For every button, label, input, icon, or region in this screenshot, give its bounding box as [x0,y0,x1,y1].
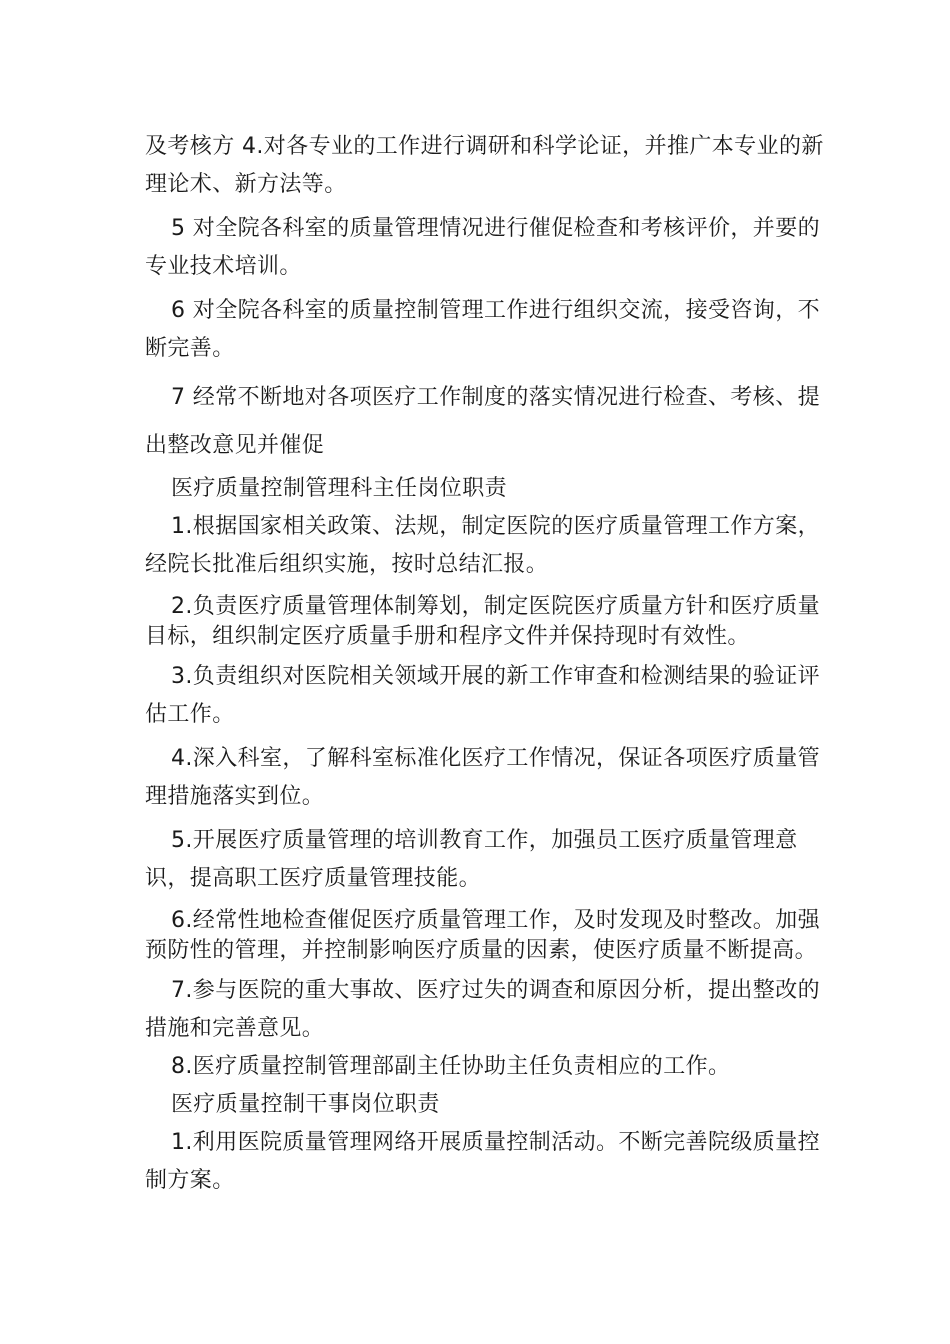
paragraph-item-5: 5 对全院各科室的质量管理情况进行催促检查和考核评价，并要的专业技术培训。 [145,216,820,279]
paragraph-item-6: 6 对全院各科室的质量控制管理工作进行组织交流，接受咨询，不断完善。 [145,298,820,361]
paragraph-director-2: 2.负责医疗质量管理体制筹划，制定医院医疗质量方针和医疗质量目标，组织制定医疗质量手册和程序文件并保持现时有效性。 [145,594,820,649]
paragraph-director-1: 1.根据国家相关政策、法规，制定医院的医疗质量管理工作方案，经院长批准后组织实施，按时总结汇报。 [145,514,820,577]
section-heading-officer: 医疗质量控制干事岗位职责 [171,1092,440,1117]
paragraph-director-5: 5.开展医疗质量管理的培训教育工作，加强员工医疗质量管理意识，提高职工医疗质量管理技能。 [145,828,798,891]
paragraph-director-4: 4.深入科室，了解科室标准化医疗工作情况，保证各项医疗质量管理措施落实到位。 [145,746,820,809]
paragraph-director-3: 3.负责组织对医院相关领域开展的新工作审查和检测结果的验证评估工作。 [145,664,820,727]
paragraph-officer-1: 1.利用医院质量管理网络开展质量控制活动。不断完善院级质量控制方案。 [145,1130,820,1193]
paragraph-director-6: 6.经常性地检查催促医疗质量管理工作，及时发现及时整改。加强预防性的管理，并控制影响医疗质量的因素，使医疗质量不断提高。 [145,908,820,963]
document-body [145,128,825,1200]
section-heading-director: 医疗质量控制管理科主任岗位职责 [171,476,508,501]
paragraph-director-8: 8.医疗质量控制管理部副主任协助主任负责相应的工作。 [171,1054,731,1079]
paragraph-director-7: 7.参与医院的重大事故、医疗过失的调查和原因分析，提出整改的措施和完善意见。 [145,978,820,1041]
paragraph-assessment-methods: 及考核方 4.对各专业的工作进行调研和科学论证，并推广本专业的新理论术、新方法等。 [145,134,824,197]
paragraph-item-7: 7 经常不断地对各项医疗工作制度的落实情况进行检查、考核、提出整改意见并催促 [145,385,820,458]
